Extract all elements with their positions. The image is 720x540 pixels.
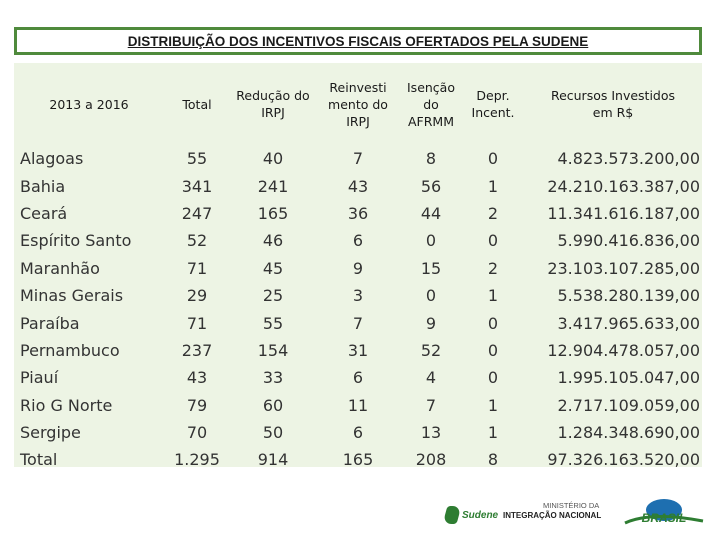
- cell-reducao: 46: [262, 231, 284, 251]
- cell-state: Ceará: [20, 203, 68, 223]
- cell-total: 1.295: [174, 450, 220, 470]
- cell-recursos: 5.538.280.139,00: [557, 286, 700, 306]
- cell-reinvest: 7: [352, 149, 364, 169]
- cell-reducao: 914: [257, 450, 289, 470]
- cell-reinvest: 9: [352, 258, 364, 278]
- cell-state: Alagoas: [20, 149, 84, 169]
- table-header-row: [14, 63, 702, 145]
- cell-isencao: 208: [415, 450, 447, 470]
- cell-recursos: 12.904.478.057,00: [547, 340, 700, 360]
- cell-isencao: 13: [420, 423, 442, 443]
- cell-reinvest: 43: [347, 176, 369, 196]
- cell-recursos: 97.326.163.520,00: [547, 450, 700, 470]
- incentives-table: [14, 63, 702, 474]
- table-row: [14, 419, 702, 446]
- cell-recursos: 2.717.109.059,00: [557, 395, 700, 415]
- cell-depr: 1: [487, 423, 499, 443]
- cell-state: Sergipe: [20, 423, 81, 443]
- cell-recursos: 11.341.616.187,00: [547, 203, 700, 223]
- cell-reinvest: 7: [352, 313, 364, 333]
- cell-total: 55: [186, 149, 208, 169]
- table-row: [14, 282, 702, 309]
- cell-state: Paraíba: [20, 313, 80, 333]
- cell-depr: 8: [487, 450, 499, 470]
- cell-reducao: 60: [262, 395, 284, 415]
- cell-isencao: 52: [420, 340, 442, 360]
- table-row: [14, 364, 702, 391]
- header-isencao-afrmm: Isenção do AFRMM: [407, 79, 455, 129]
- sudene-logo-text: Sudene: [462, 509, 499, 521]
- cell-reducao: 165: [257, 203, 289, 223]
- header-period: 2013 a 2016: [49, 96, 129, 112]
- cell-depr: 2: [487, 203, 499, 223]
- cell-recursos: 3.417.965.633,00: [557, 313, 700, 333]
- cell-reducao: 45: [262, 258, 284, 278]
- cell-recursos: 1.284.348.690,00: [557, 423, 700, 443]
- cell-reducao: 40: [262, 149, 284, 169]
- cell-depr: 0: [487, 149, 499, 169]
- page-title-text: DISTRIBUIÇÃO DOS INCENTIVOS FISCAIS OFERTADOS PELA SUDENE: [127, 33, 589, 49]
- cell-reducao: 154: [257, 340, 289, 360]
- cell-isencao: 44: [420, 203, 442, 223]
- brasil-logo-text: BRASIL: [641, 511, 687, 525]
- cell-isencao: 9: [425, 313, 437, 333]
- cell-reducao: 241: [257, 176, 289, 196]
- cell-state: Bahia: [20, 176, 66, 196]
- table-row: [14, 145, 702, 172]
- cell-state: Espírito Santo: [20, 231, 132, 251]
- cell-isencao: 7: [425, 395, 437, 415]
- cell-state: Piauí: [20, 368, 59, 388]
- brasil-logo: [621, 497, 707, 527]
- cell-total: 71: [186, 258, 208, 278]
- cell-recursos: 4.823.573.200,00: [557, 149, 700, 169]
- cell-total: 247: [181, 203, 213, 223]
- cell-total: 43: [186, 368, 208, 388]
- cell-state: Total: [20, 450, 58, 470]
- cell-isencao: 8: [425, 149, 437, 169]
- header-reinvestimento-irpj: Reinvesti mento do IRPJ: [328, 79, 388, 129]
- cell-recursos: 23.103.107.285,00: [547, 258, 700, 278]
- cell-reinvest: 3: [352, 286, 364, 306]
- cell-isencao: 4: [425, 368, 437, 388]
- table-body: [14, 145, 702, 474]
- header-recursos-investidos: Recursos Investidos em R$: [550, 88, 676, 120]
- cell-reinvest: 6: [352, 231, 364, 251]
- cell-reinvest: 11: [347, 395, 369, 415]
- header-reducao-irpj: Redução do IRPJ: [236, 88, 310, 120]
- cell-depr: 0: [487, 231, 499, 251]
- ministry-line1: MINISTÉRIO DA: [543, 501, 600, 510]
- cell-reducao: 25: [262, 286, 284, 306]
- sudene-mark-icon: [443, 506, 462, 524]
- cell-reducao: 55: [262, 313, 284, 333]
- cell-depr: 1: [487, 286, 499, 306]
- cell-total: 237: [181, 340, 213, 360]
- cell-reducao: 33: [262, 368, 284, 388]
- table-row: [14, 255, 702, 282]
- footer-logos: [445, 497, 715, 529]
- cell-isencao: 15: [420, 258, 442, 278]
- cell-reducao: 50: [262, 423, 284, 443]
- cell-isencao: 0: [425, 231, 437, 251]
- table-row: [14, 200, 702, 227]
- cell-reinvest: 31: [347, 340, 369, 360]
- cell-total: 71: [186, 313, 208, 333]
- cell-reinvest: 36: [347, 203, 369, 223]
- cell-state: Rio G Norte: [20, 395, 113, 415]
- cell-depr: 1: [487, 395, 499, 415]
- ministry-line2: INTEGRAÇÃO NACIONAL: [503, 511, 602, 520]
- cell-recursos: 5.990.416.836,00: [557, 231, 700, 251]
- cell-state: Minas Gerais: [20, 286, 124, 306]
- table-row: [14, 309, 702, 336]
- cell-total: 79: [186, 395, 208, 415]
- cell-isencao: 56: [420, 176, 442, 196]
- table-row: [14, 337, 702, 364]
- header-total: Total: [182, 96, 212, 112]
- cell-state: Maranhão: [20, 258, 100, 278]
- cell-total: 341: [181, 176, 213, 196]
- table-row: [14, 172, 702, 199]
- cell-recursos: 24.210.163.387,00: [547, 176, 700, 196]
- cell-reinvest: 6: [352, 368, 364, 388]
- cell-total: 29: [186, 286, 208, 306]
- cell-total: 52: [186, 231, 208, 251]
- header-depr-incent: Depr. Incent.: [471, 88, 515, 120]
- table-row: [14, 392, 702, 419]
- cell-depr: 1: [487, 176, 499, 196]
- cell-total: 70: [186, 423, 208, 443]
- cell-depr: 0: [487, 313, 499, 333]
- cell-state: Pernambuco: [20, 340, 120, 360]
- table-row: [14, 446, 702, 473]
- cell-depr: 0: [487, 340, 499, 360]
- cell-depr: 2: [487, 258, 499, 278]
- sudene-logo: [445, 503, 501, 527]
- incentives-table-panel: [14, 63, 702, 470]
- cell-reinvest: 6: [352, 423, 364, 443]
- page-title: [14, 27, 702, 55]
- cell-reinvest: 165: [342, 450, 374, 470]
- cell-depr: 0: [487, 368, 499, 388]
- cell-isencao: 0: [425, 286, 437, 306]
- table-row: [14, 227, 702, 254]
- cell-recursos: 1.995.105.047,00: [557, 368, 700, 388]
- ministry-logo: [503, 501, 613, 521]
